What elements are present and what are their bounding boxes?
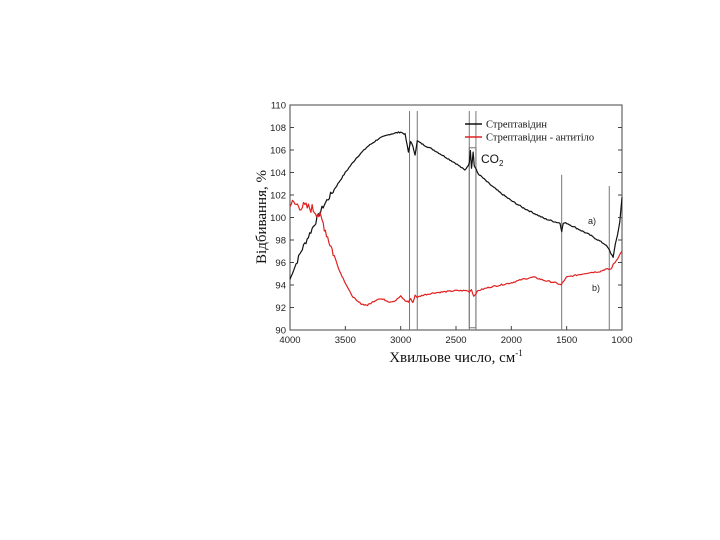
- y-tick-label-110: 110: [270, 100, 286, 112]
- x-tick-label-2500: 2500: [445, 335, 467, 346]
- y-tick-label-92: 92: [275, 303, 286, 314]
- x-tick-label-3500: 3500: [334, 335, 356, 346]
- legend-label-series-2: Стрептавідин - антитіло: [486, 132, 595, 144]
- y-tick-label-96: 96: [275, 258, 286, 269]
- y-tick-label-106: 106: [270, 145, 286, 157]
- y-tick-label-108: 108: [270, 123, 286, 134]
- series-a-label: a): [588, 216, 597, 226]
- series-b-label: b): [592, 283, 601, 293]
- y-tick-label-90: 90: [275, 325, 286, 337]
- y-tick-label-94: 94: [275, 280, 286, 292]
- x-tick-label-1000: 1000: [611, 335, 633, 346]
- legend-label-series-1: Стрептавідин: [486, 119, 547, 131]
- x-axis-title-superscript: -1: [515, 348, 523, 358]
- x-tick-label-1500: 1500: [556, 335, 578, 346]
- co2-text: CO: [481, 152, 499, 166]
- y-tick-label-104: 104: [270, 168, 286, 179]
- x-tick-label-4000: 4000: [279, 335, 301, 346]
- x-tick-label-3000: 3000: [390, 335, 412, 346]
- x-tick-label-2000: 2000: [500, 335, 522, 346]
- y-axis-title: Відбивання, %: [254, 170, 270, 264]
- y-tick-label-102: 102: [270, 190, 286, 202]
- co2-subscript: 2: [499, 159, 504, 168]
- y-tick-label-98: 98: [275, 235, 286, 247]
- y-tick-label-100: 100: [270, 213, 286, 224]
- x-axis-title-text: Хвильове число, см: [389, 350, 516, 366]
- x-axis-title: [389, 348, 523, 366]
